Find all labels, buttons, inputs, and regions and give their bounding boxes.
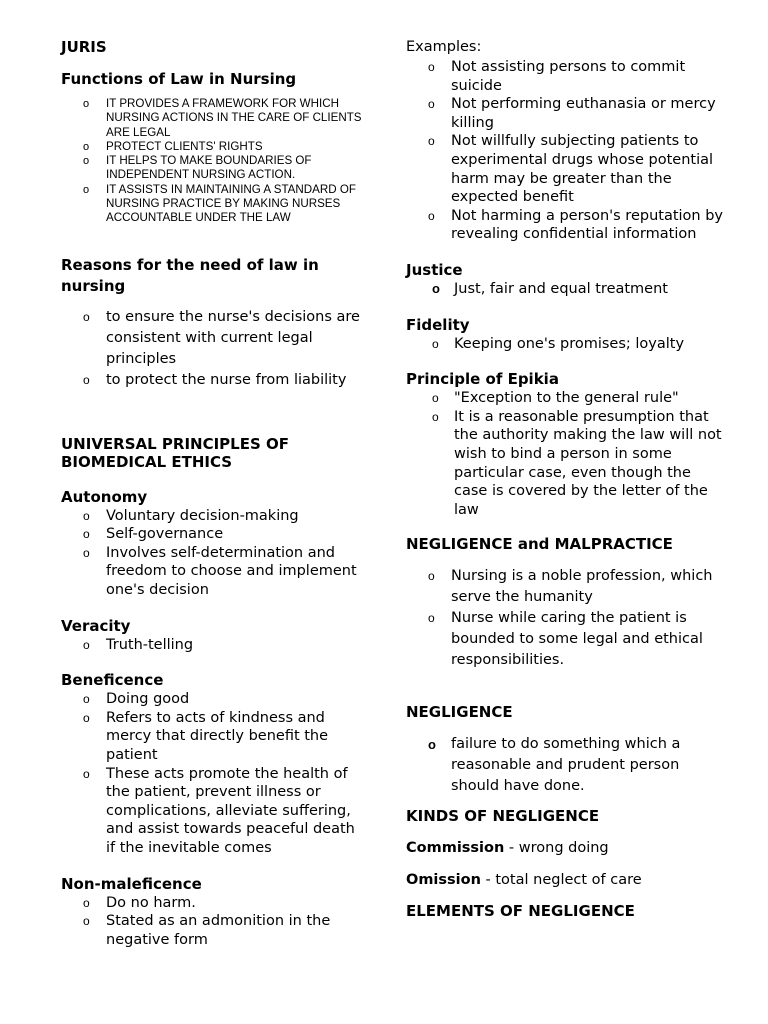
list-item: o Self-governance — [61, 525, 366, 544]
universal-principles-heading: UNIVERSAL PRINCIPLES OF BIOMEDICAL ETHICS — [61, 434, 290, 471]
list-item: o Stated as an admonition in the negative form — [61, 912, 366, 949]
list-item: o to ensure the nurse's decisions are consistent with current legal principles — [61, 307, 366, 370]
left-column — [61, 38, 366, 949]
list-item: o Not willfully subjecting patients to experimental drugs whose potential harm may be greater than the expected benefit — [406, 132, 726, 206]
examples-label: Examples: — [406, 39, 482, 55]
negligence-malpractice-list — [406, 566, 726, 671]
list-item: o IT HELPS TO MAKE BOUNDARIES OF INDEPENDENT NURSING ACTION. — [61, 154, 366, 183]
list-item: o "Exception to the general rule" — [406, 389, 726, 408]
list-item: o IT PROVIDES A FRAMEWORK FOR WHICH NURSING ACTIONS IN THE CARE OF CLIENTS ARE LEGAL — [61, 97, 366, 140]
list-item: o Doing good — [61, 690, 366, 709]
reasons-heading: Reasons for the need of law in nursing — [61, 255, 319, 295]
list-item: o Do no harm. — [61, 894, 366, 913]
negligence-heading: NEGLIGENCE — [406, 703, 513, 722]
commission-definition: - wrong doing — [504, 840, 609, 857]
negligence-malpractice-heading: NEGLIGENCE and MALPRACTICE — [406, 535, 673, 554]
list-item: o Not performing euthanasia or mercy killing — [406, 95, 726, 132]
veracity-list — [61, 636, 366, 655]
list-item: o PROTECT CLIENTS' RIGHTS — [61, 140, 366, 154]
commission-term: Commission — [406, 840, 505, 857]
fidelity-heading: Fidelity — [406, 315, 470, 334]
reasons-list — [61, 307, 366, 391]
examples-list — [406, 58, 726, 244]
functions-heading: Functions of Law in Nursing — [61, 70, 297, 88]
list-item: o Not harming a person's reputation by revealing confidential information — [406, 207, 726, 244]
list-item: o It is a reasonable presumption that the authority making the law will not wish to bind a person in some particular case, even though the case is covered by the letter of the law — [406, 408, 726, 520]
list-item: o Nurse while caring the patient is bounded to some legal and ethical responsibilities. — [406, 608, 726, 671]
beneficence-heading: Beneficence — [61, 671, 164, 690]
functions-list — [61, 97, 366, 226]
nonmaleficence-list — [61, 894, 366, 950]
omission-line — [406, 871, 726, 890]
beneficence-list — [61, 690, 366, 857]
veracity-heading: Veracity — [61, 616, 131, 635]
list-item: o to protect the nurse from liability — [61, 370, 366, 391]
nonmaleficence-heading: Non-maleficence — [61, 874, 202, 893]
kinds-of-negligence-heading: KINDS OF NEGLIGENCE — [406, 807, 600, 826]
justice-list — [406, 280, 726, 299]
elements-of-negligence-heading: ELEMENTS OF NEGLIGENCE — [406, 902, 635, 921]
list-item: o IT ASSISTS IN MAINTAINING A STANDARD OF NURSING PRACTICE BY MAKING NURSES ACCOUNTABLE UNDER THE LAW — [61, 183, 366, 226]
juris-heading: JURIS — [61, 38, 107, 56]
list-item: o Keeping one's promises; loyalty — [406, 335, 726, 354]
list-item: o Nursing is a noble profession, which serve the humanity — [406, 566, 726, 608]
epikia-list — [406, 389, 726, 519]
list-item: o Just, fair and equal treatment — [406, 280, 726, 299]
autonomy-list — [61, 507, 366, 600]
list-item: o Refers to acts of kindness and mercy that directly benefit the patient — [61, 709, 366, 765]
list-item: o Voluntary decision-making — [61, 507, 366, 526]
list-item: o These acts promote the health of the patient, prevent illness or complications, alleviate suffering, and assist towards peaceful death if the inevitable comes — [61, 765, 366, 858]
list-item: o Involves self-determination and freedom to choose and implement one's decision — [61, 544, 366, 600]
fidelity-list — [406, 335, 726, 354]
negligence-list — [406, 734, 726, 797]
list-item: o failure to do something which a reasonable and prudent person should have done. — [406, 734, 726, 797]
right-column — [406, 38, 726, 921]
list-item: o Truth-telling — [61, 636, 366, 655]
list-item: o Not assisting persons to commit suicide — [406, 58, 726, 95]
autonomy-heading: Autonomy — [61, 487, 148, 506]
omission-definition: - total neglect of care — [480, 872, 642, 889]
omission-term: Omission — [406, 872, 481, 889]
epikia-heading: Principle of Epikia — [406, 370, 559, 389]
commission-line — [406, 839, 726, 858]
justice-heading: Justice — [406, 260, 463, 279]
